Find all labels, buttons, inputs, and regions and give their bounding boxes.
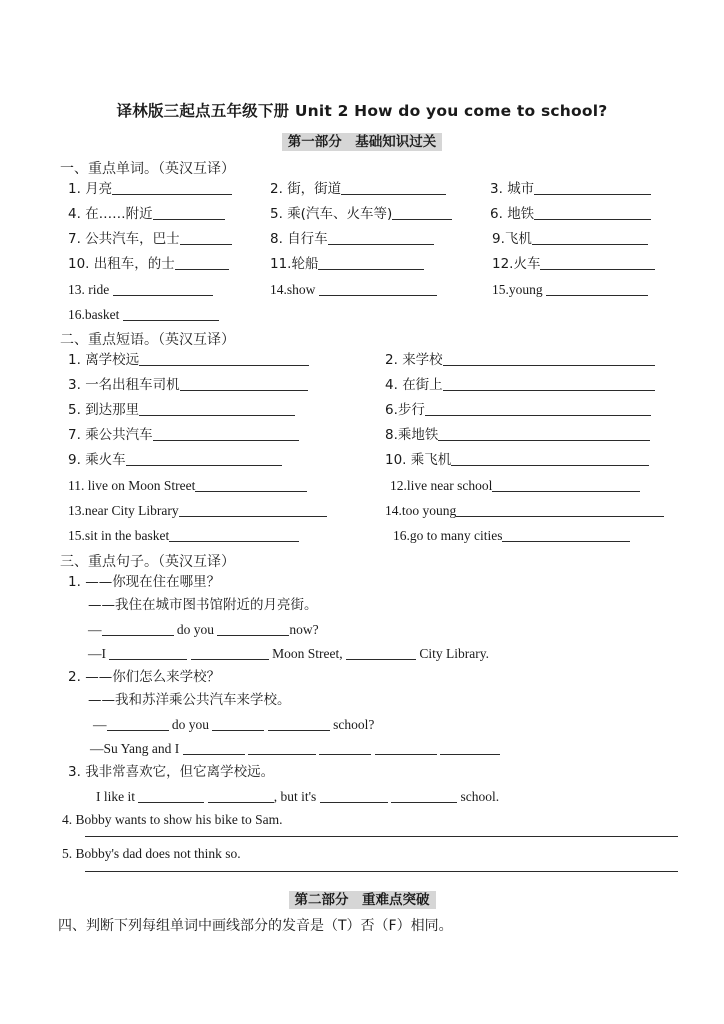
- word-item-11-label: 轮船: [291, 256, 319, 272]
- word-item-14[interactable]: [270, 283, 437, 297]
- sentence-1-blank-3[interactable]: [109, 648, 187, 660]
- sentence-1-en-question[interactable]: [88, 623, 319, 637]
- phrase-item-11[interactable]: [68, 479, 307, 493]
- sentence-1-blank-5[interactable]: [346, 648, 416, 660]
- phrase-item-3-blank[interactable]: [180, 379, 308, 391]
- word-item-8-num: 8.: [270, 231, 283, 247]
- phrase-item-10-label: 乘飞机: [410, 452, 452, 468]
- word-item-5-label: 乘(汽车、火车等): [287, 206, 393, 222]
- sentence-1-en-question-dash: —: [88, 622, 102, 637]
- phrase-item-13[interactable]: [68, 504, 327, 518]
- word-item-10-label: 出租车，的士: [93, 256, 175, 272]
- word-item-16[interactable]: [68, 308, 219, 322]
- sentence-3-cn: [68, 766, 274, 780]
- sentence-4-answer-rule[interactable]: [85, 836, 678, 837]
- phrase-item-13-label: near City Library: [84, 503, 179, 518]
- sentence-5: [62, 847, 241, 861]
- word-item-3[interactable]: [490, 183, 651, 197]
- phrase-item-2[interactable]: [385, 354, 655, 368]
- phrase-item-3-label: 一名出租车司机: [85, 377, 180, 393]
- word-item-4-num: 4.: [68, 206, 81, 222]
- word-item-15-label: young: [508, 282, 543, 297]
- phrase-item-2-label: 来学校: [402, 352, 443, 368]
- word-item-4[interactable]: [68, 208, 225, 222]
- phrase-item-7-blank[interactable]: [153, 429, 299, 441]
- sentence-1-num: 1.: [68, 574, 81, 590]
- word-item-2-blank[interactable]: [341, 183, 446, 195]
- phrase-item-5-blank[interactable]: [139, 404, 295, 416]
- phrase-item-6-blank[interactable]: [425, 404, 651, 416]
- sentence-2-en-answer[interactable]: [90, 742, 500, 756]
- phrase-item-15-blank[interactable]: [169, 530, 299, 542]
- sentence-2-en-question-dash: —: [93, 717, 107, 732]
- word-item-7-num: 7.: [68, 231, 81, 247]
- phrase-item-4-blank[interactable]: [443, 379, 655, 391]
- word-item-1[interactable]: [68, 183, 232, 197]
- section-words-heading: 一、重点单词。（英汉互译）: [60, 161, 235, 177]
- word-item-16-num: 16.: [68, 307, 85, 322]
- phrase-item-4-num: 4.: [385, 377, 398, 393]
- word-item-1-blank[interactable]: [112, 183, 232, 195]
- sentence-5-text: Bobby's dad does not think so.: [75, 846, 241, 861]
- sentence-2-en-answer-start: —Su Yang and I: [90, 741, 180, 756]
- phrase-item-1-num: 1.: [68, 352, 81, 368]
- word-item-9-blank[interactable]: [532, 233, 648, 245]
- sentence-3-blank-3[interactable]: [320, 791, 388, 803]
- phrase-item-12-label: live near school: [406, 478, 493, 493]
- section-pronunciation-heading: 四、判断下列每组单词中画线部分的发音是（T）否（F）相同。: [58, 918, 453, 934]
- phrase-item-12-num: 12.: [390, 478, 407, 493]
- word-item-12[interactable]: [492, 258, 655, 272]
- word-item-9-num: 9.: [492, 231, 505, 247]
- sentence-1-en-answer-start: —I: [88, 646, 106, 661]
- phrase-item-4-label: 在街上: [402, 377, 443, 393]
- phrase-item-7[interactable]: [68, 429, 299, 443]
- sentence-5-answer-rule[interactable]: [85, 871, 678, 872]
- word-item-9-label: 飞机: [504, 231, 532, 247]
- word-item-8-blank[interactable]: [328, 233, 434, 245]
- word-item-12-blank[interactable]: [540, 258, 655, 270]
- phrase-item-14-label: too young: [401, 503, 457, 518]
- word-item-10-blank[interactable]: [175, 258, 229, 270]
- phrase-item-11-blank[interactable]: [195, 480, 307, 492]
- word-item-4-label: 在……附近: [85, 206, 153, 222]
- phrase-item-9-label: 乘火车: [85, 452, 126, 468]
- sentence-3-cn-text: 我非常喜欢它，但它离学校远。: [85, 764, 275, 780]
- phrase-item-13-num: 13.: [68, 503, 85, 518]
- phrase-item-1[interactable]: [68, 354, 309, 368]
- phrase-item-14-blank[interactable]: [456, 505, 664, 517]
- sentence-2-blank-5[interactable]: [248, 743, 316, 755]
- phrase-item-10-blank[interactable]: [451, 454, 649, 466]
- word-item-2-num: 2.: [270, 181, 283, 197]
- word-item-12-num: 12.: [492, 256, 514, 272]
- sentence-2-blank-7[interactable]: [375, 743, 437, 755]
- word-item-13-label: ride: [88, 282, 110, 297]
- word-item-13-num: 13.: [68, 282, 85, 297]
- sentence-4: [62, 813, 283, 827]
- phrase-item-7-num: 7.: [68, 427, 81, 443]
- word-item-13[interactable]: [68, 283, 213, 297]
- word-item-1-label: 月亮: [85, 181, 113, 197]
- sentence-1-blank-1[interactable]: [102, 624, 174, 636]
- word-item-3-num: 3.: [490, 181, 503, 197]
- phrase-item-14-num: 14.: [385, 503, 402, 518]
- word-item-10[interactable]: [68, 258, 229, 272]
- sentence-1-cn-question-text: ——你现在住在哪里？: [85, 574, 221, 590]
- word-item-10-num: 10.: [68, 256, 90, 272]
- sentence-2-num: 2.: [68, 669, 81, 685]
- sentence-1-en-question-mid: do you: [176, 622, 214, 637]
- word-item-9[interactable]: [492, 233, 648, 247]
- phrase-item-8[interactable]: [385, 429, 650, 443]
- sentence-2-blank-6[interactable]: [319, 743, 371, 755]
- section-phrases-heading: 二、重点短语。（英汉互译）: [60, 332, 235, 348]
- phrase-item-16-label: go to many cities: [409, 528, 503, 543]
- phrase-item-6[interactable]: [385, 404, 651, 418]
- word-item-7-blank[interactable]: [180, 233, 232, 245]
- phrase-item-3-num: 3.: [68, 377, 81, 393]
- word-item-14-label: show: [286, 282, 316, 297]
- sentence-1-en-question-end: now?: [289, 622, 319, 637]
- sentence-5-num: 5.: [62, 846, 73, 861]
- sentence-2-cn-answer: ——我和苏洋乘公共汽车来学校。: [88, 692, 291, 708]
- phrase-item-11-num: 11.: [68, 478, 85, 493]
- part-one-banner-label: 第一部分 基础知识过关: [282, 133, 443, 151]
- phrase-item-9-blank[interactable]: [126, 454, 282, 466]
- phrase-item-16-blank[interactable]: [502, 530, 630, 542]
- word-item-15-blank[interactable]: [546, 284, 648, 296]
- word-item-6-blank[interactable]: [534, 208, 651, 220]
- sentence-3-en-end: school.: [460, 789, 500, 804]
- sentence-1-cn-question: [68, 576, 220, 590]
- word-item-11-blank[interactable]: [318, 258, 424, 270]
- sentence-2-blank-4[interactable]: [183, 743, 245, 755]
- phrase-item-3[interactable]: [68, 379, 308, 393]
- page-title: 译林版三起点五年级下册 Unit 2 How do you come to school?: [116, 102, 608, 120]
- sentence-3-en-start: I like it: [96, 789, 135, 804]
- word-item-15-num: 15.: [492, 282, 509, 297]
- word-item-3-label: 城市: [507, 181, 535, 197]
- phrase-item-9-num: 9.: [68, 452, 81, 468]
- sentence-3-blank-2[interactable]: [208, 791, 274, 803]
- sentence-1-en-answer-mid: Moon Street,: [272, 646, 343, 661]
- phrase-item-10[interactable]: [385, 454, 649, 468]
- word-item-3-blank[interactable]: [534, 183, 651, 195]
- part-two-banner-label: 第二部分 重难点突破: [289, 891, 436, 909]
- phrase-item-5[interactable]: [68, 404, 295, 418]
- phrase-item-15-num: 15.: [68, 528, 85, 543]
- phrase-item-1-blank[interactable]: [139, 354, 309, 366]
- word-item-4-blank[interactable]: [153, 208, 225, 220]
- phrase-item-12[interactable]: [390, 479, 640, 493]
- phrase-item-10-num: 10.: [385, 452, 407, 468]
- phrase-item-9[interactable]: [68, 454, 282, 468]
- word-item-6[interactable]: [490, 208, 651, 222]
- word-item-2[interactable]: [270, 183, 446, 197]
- phrase-item-5-label: 到达那里: [85, 402, 140, 418]
- sentence-4-num: 4.: [62, 812, 73, 827]
- phrase-item-8-num: 8.: [385, 427, 398, 443]
- sentence-1-cn-answer: ——我住在城市图书馆附近的月亮街。: [88, 597, 318, 613]
- phrase-item-4[interactable]: [385, 379, 655, 393]
- sentence-2-blank-8[interactable]: [440, 743, 500, 755]
- word-item-5[interactable]: [270, 208, 452, 222]
- phrase-item-2-blank[interactable]: [443, 354, 655, 366]
- word-item-2-label: 街，街道: [287, 181, 342, 197]
- sentence-4-text: Bobby wants to show his bike to Sam.: [75, 812, 283, 827]
- sentence-1-en-answer-end: City Library.: [419, 646, 489, 661]
- word-item-15[interactable]: [492, 283, 648, 297]
- sentence-3-en-mid: , but it's: [273, 789, 317, 804]
- word-item-7[interactable]: [68, 233, 232, 247]
- sentence-2-cn-question: [68, 671, 220, 685]
- sentence-1-en-answer[interactable]: [88, 647, 489, 661]
- section-sentences-heading: 三、重点句子。（英汉互译）: [60, 554, 235, 570]
- phrase-item-12-blank[interactable]: [492, 480, 640, 492]
- phrase-item-7-label: 乘公共汽车: [85, 427, 153, 443]
- sentence-2-blank-1[interactable]: [107, 719, 169, 731]
- phrase-item-6-label: 步行: [397, 402, 425, 418]
- sentence-1-blank-2[interactable]: [217, 624, 289, 636]
- sentence-2-blank-3[interactable]: [268, 719, 330, 731]
- word-item-8-label: 自行车: [287, 231, 328, 247]
- phrase-item-15[interactable]: [68, 529, 299, 543]
- word-item-6-num: 6.: [490, 206, 503, 222]
- sentence-2-blank-2[interactable]: [212, 719, 264, 731]
- sentence-3-blank-4[interactable]: [391, 791, 457, 803]
- word-item-16-blank[interactable]: [123, 309, 219, 321]
- sentence-3-en[interactable]: [96, 790, 499, 804]
- word-item-8[interactable]: [270, 233, 434, 247]
- sentence-1-blank-4[interactable]: [191, 648, 269, 660]
- word-item-14-num: 14.: [270, 282, 287, 297]
- word-item-13-blank[interactable]: [113, 284, 213, 296]
- word-item-6-label: 地铁: [507, 206, 535, 222]
- sentence-2-en-question-end: school?: [333, 717, 375, 732]
- phrase-item-16[interactable]: [393, 529, 630, 543]
- sentence-2-en-question[interactable]: [93, 718, 374, 732]
- phrase-item-1-label: 离学校远: [85, 352, 140, 368]
- phrase-item-8-blank[interactable]: [438, 429, 650, 441]
- word-item-1-num: 1.: [68, 181, 81, 197]
- phrase-item-13-blank[interactable]: [179, 505, 327, 517]
- sentence-2-en-question-mid: do you: [171, 717, 209, 732]
- sentence-3-num: 3.: [68, 764, 81, 780]
- word-item-14-blank[interactable]: [319, 284, 437, 296]
- phrase-item-11-label: live on Moon Street: [87, 478, 196, 493]
- word-item-11[interactable]: [270, 258, 424, 272]
- word-item-12-label: 火车: [513, 256, 541, 272]
- part-two-banner: [0, 888, 724, 909]
- word-item-7-label: 公共汽车，巴士: [85, 231, 180, 247]
- word-item-5-blank[interactable]: [392, 208, 452, 220]
- word-item-11-num: 11.: [270, 256, 292, 272]
- phrase-item-6-num: 6.: [385, 402, 398, 418]
- phrase-item-14[interactable]: [385, 504, 664, 518]
- phrase-item-16-num: 16.: [393, 528, 410, 543]
- phrase-item-15-label: sit in the basket: [84, 528, 170, 543]
- phrase-item-8-label: 乘地铁: [397, 427, 439, 443]
- word-item-5-num: 5.: [270, 206, 283, 222]
- phrase-item-2-num: 2.: [385, 352, 398, 368]
- sentence-2-cn-question-text: ——你们怎么来学校？: [85, 669, 221, 685]
- phrase-item-5-num: 5.: [68, 402, 81, 418]
- part-one-banner: [0, 130, 724, 151]
- sentence-3-blank-1[interactable]: [138, 791, 204, 803]
- word-item-16-label: basket: [84, 307, 120, 322]
